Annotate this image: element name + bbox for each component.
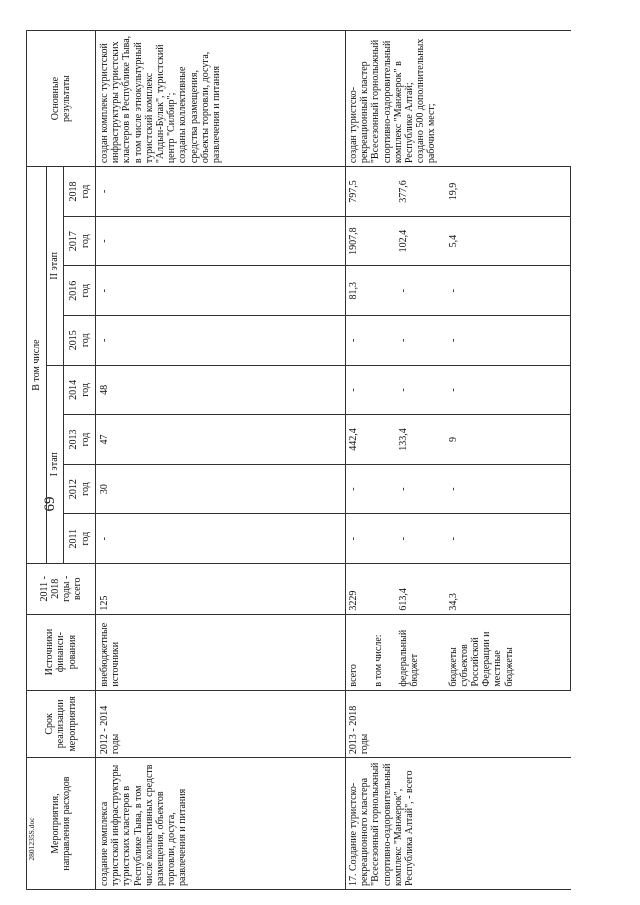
header-year-2011: 2011 год xyxy=(64,514,96,564)
cell-2013: 133,4 xyxy=(396,415,446,465)
row-total: 613,4 xyxy=(396,563,446,614)
cell-2016: - xyxy=(96,266,346,316)
cell-2014: - xyxy=(346,365,371,415)
cell-2017: 102,4 xyxy=(396,216,446,266)
cell-2016 xyxy=(371,266,396,316)
cell-2011: - xyxy=(446,514,571,564)
cell-2015: - xyxy=(346,316,371,366)
cell-2011: - xyxy=(396,514,446,564)
cell-2013: 47 xyxy=(96,415,346,465)
cell-2013 xyxy=(371,415,396,465)
cell-2012: - xyxy=(346,464,371,514)
cell-2012: - xyxy=(446,464,571,514)
cell-2017: - xyxy=(96,216,346,266)
row-source: внебюджетные источники xyxy=(96,614,346,690)
row-event: создание комплекса туристской инфраструктуры туристских кластеров в Республике Тыва, в том числе коллективных средств размещения, объектов торговли, досуга, развлечения и питания xyxy=(96,758,346,890)
cell-2018: 797,5 xyxy=(346,167,371,217)
page-number: 69 xyxy=(42,496,58,512)
header-total: 2011 - 2018 годы - всего xyxy=(27,563,96,614)
header-year-2017: 2017 год xyxy=(64,216,96,266)
cell-2013: 9 xyxy=(446,415,571,465)
cell-2012: - xyxy=(396,464,446,514)
cell-2011: - xyxy=(96,514,346,564)
cell-2018: - xyxy=(96,167,346,217)
cell-2015: - xyxy=(446,316,571,366)
row-result: создан туристско-рекреационный кластер "Всесезонный горнолыжный спортивно-оздоровительный комплекс "Манжерок" в Республике Алтай; создано 500 дополнительных рабочих мест; xyxy=(346,31,571,167)
header-in-total: В том числе xyxy=(27,167,47,564)
header-year-2015: 2015 год xyxy=(64,316,96,366)
header-stage-2: II этап xyxy=(47,167,64,365)
row-source: всего xyxy=(346,614,371,690)
header-year-2012: 2012 год xyxy=(64,464,96,514)
cell-2012 xyxy=(371,464,396,514)
header-events: Мероприятия, направления расходов xyxy=(27,758,96,890)
cell-2015 xyxy=(371,316,396,366)
header-results: Основные результаты xyxy=(27,31,96,167)
row-source: федеральный бюджет xyxy=(396,614,446,690)
table-row xyxy=(346,31,371,890)
cell-2011 xyxy=(371,514,396,564)
row-event: 17. Создание туристско-рекреационного кластера "Всесезонный горнолыжный спортивно-оздоровительный комплекс "Манжерок", Республика Алтай", - всего xyxy=(346,758,571,890)
cell-2014: - xyxy=(446,365,571,415)
row-total: 3229 xyxy=(346,563,371,614)
cell-2014 xyxy=(371,365,396,415)
row-total xyxy=(371,563,396,614)
cell-2018: 19,9 xyxy=(446,167,571,217)
cell-2016: - xyxy=(446,266,571,316)
header-stage-1: I этап xyxy=(47,365,64,563)
header-year-2016: 2016 год xyxy=(64,266,96,316)
row-total: 125 xyxy=(96,563,346,614)
cell-2016: 81,3 xyxy=(346,266,371,316)
header-term: Срок реализации мероприятия xyxy=(27,690,96,758)
row-term: 2012 - 2014 годы xyxy=(96,690,346,758)
cell-2015: - xyxy=(96,316,346,366)
cell-2017: 5,4 xyxy=(446,216,571,266)
cell-2018: 377,6 xyxy=(396,167,446,217)
cell-2011: - xyxy=(346,514,371,564)
cell-2018 xyxy=(371,167,396,217)
cell-2017: 1907,8 xyxy=(346,216,371,266)
header-year-2018: 2018 год xyxy=(64,167,96,217)
cell-2015: - xyxy=(396,316,446,366)
header-year-2013: 2013 год xyxy=(64,415,96,465)
footer-document-id: 2801235S.doc xyxy=(27,817,36,861)
cell-2014: - xyxy=(396,365,446,415)
row-total: 34,3 xyxy=(446,563,571,614)
row-source: в том числе: xyxy=(371,614,396,690)
cell-2012: 30 xyxy=(96,464,346,514)
rotated-table-container xyxy=(26,30,596,890)
table-row xyxy=(96,31,346,890)
row-term: 2013 - 2018 годы xyxy=(346,690,571,758)
financing-table xyxy=(26,30,571,890)
row-source: бюджеты субъектов Российской Федерации и местные бюджеты xyxy=(446,614,571,690)
row-result: создан комплекс туристской инфраструктуры туристских кластеров в Республике Тыва, в том числе этнокультурный туристский комплекс "Алдын-Булак", туристский центр "Силбир"; созданы коллективные средства размещения, объекты торговли, досуга, развлечения и питания xyxy=(96,31,346,167)
cell-2013: 442,4 xyxy=(346,415,371,465)
cell-2017 xyxy=(371,216,396,266)
cell-2014: 48 xyxy=(96,365,346,415)
cell-2016: - xyxy=(396,266,446,316)
header-year-2014: 2014 год xyxy=(64,365,96,415)
header-sources: Источники финанси- рования xyxy=(27,614,96,690)
